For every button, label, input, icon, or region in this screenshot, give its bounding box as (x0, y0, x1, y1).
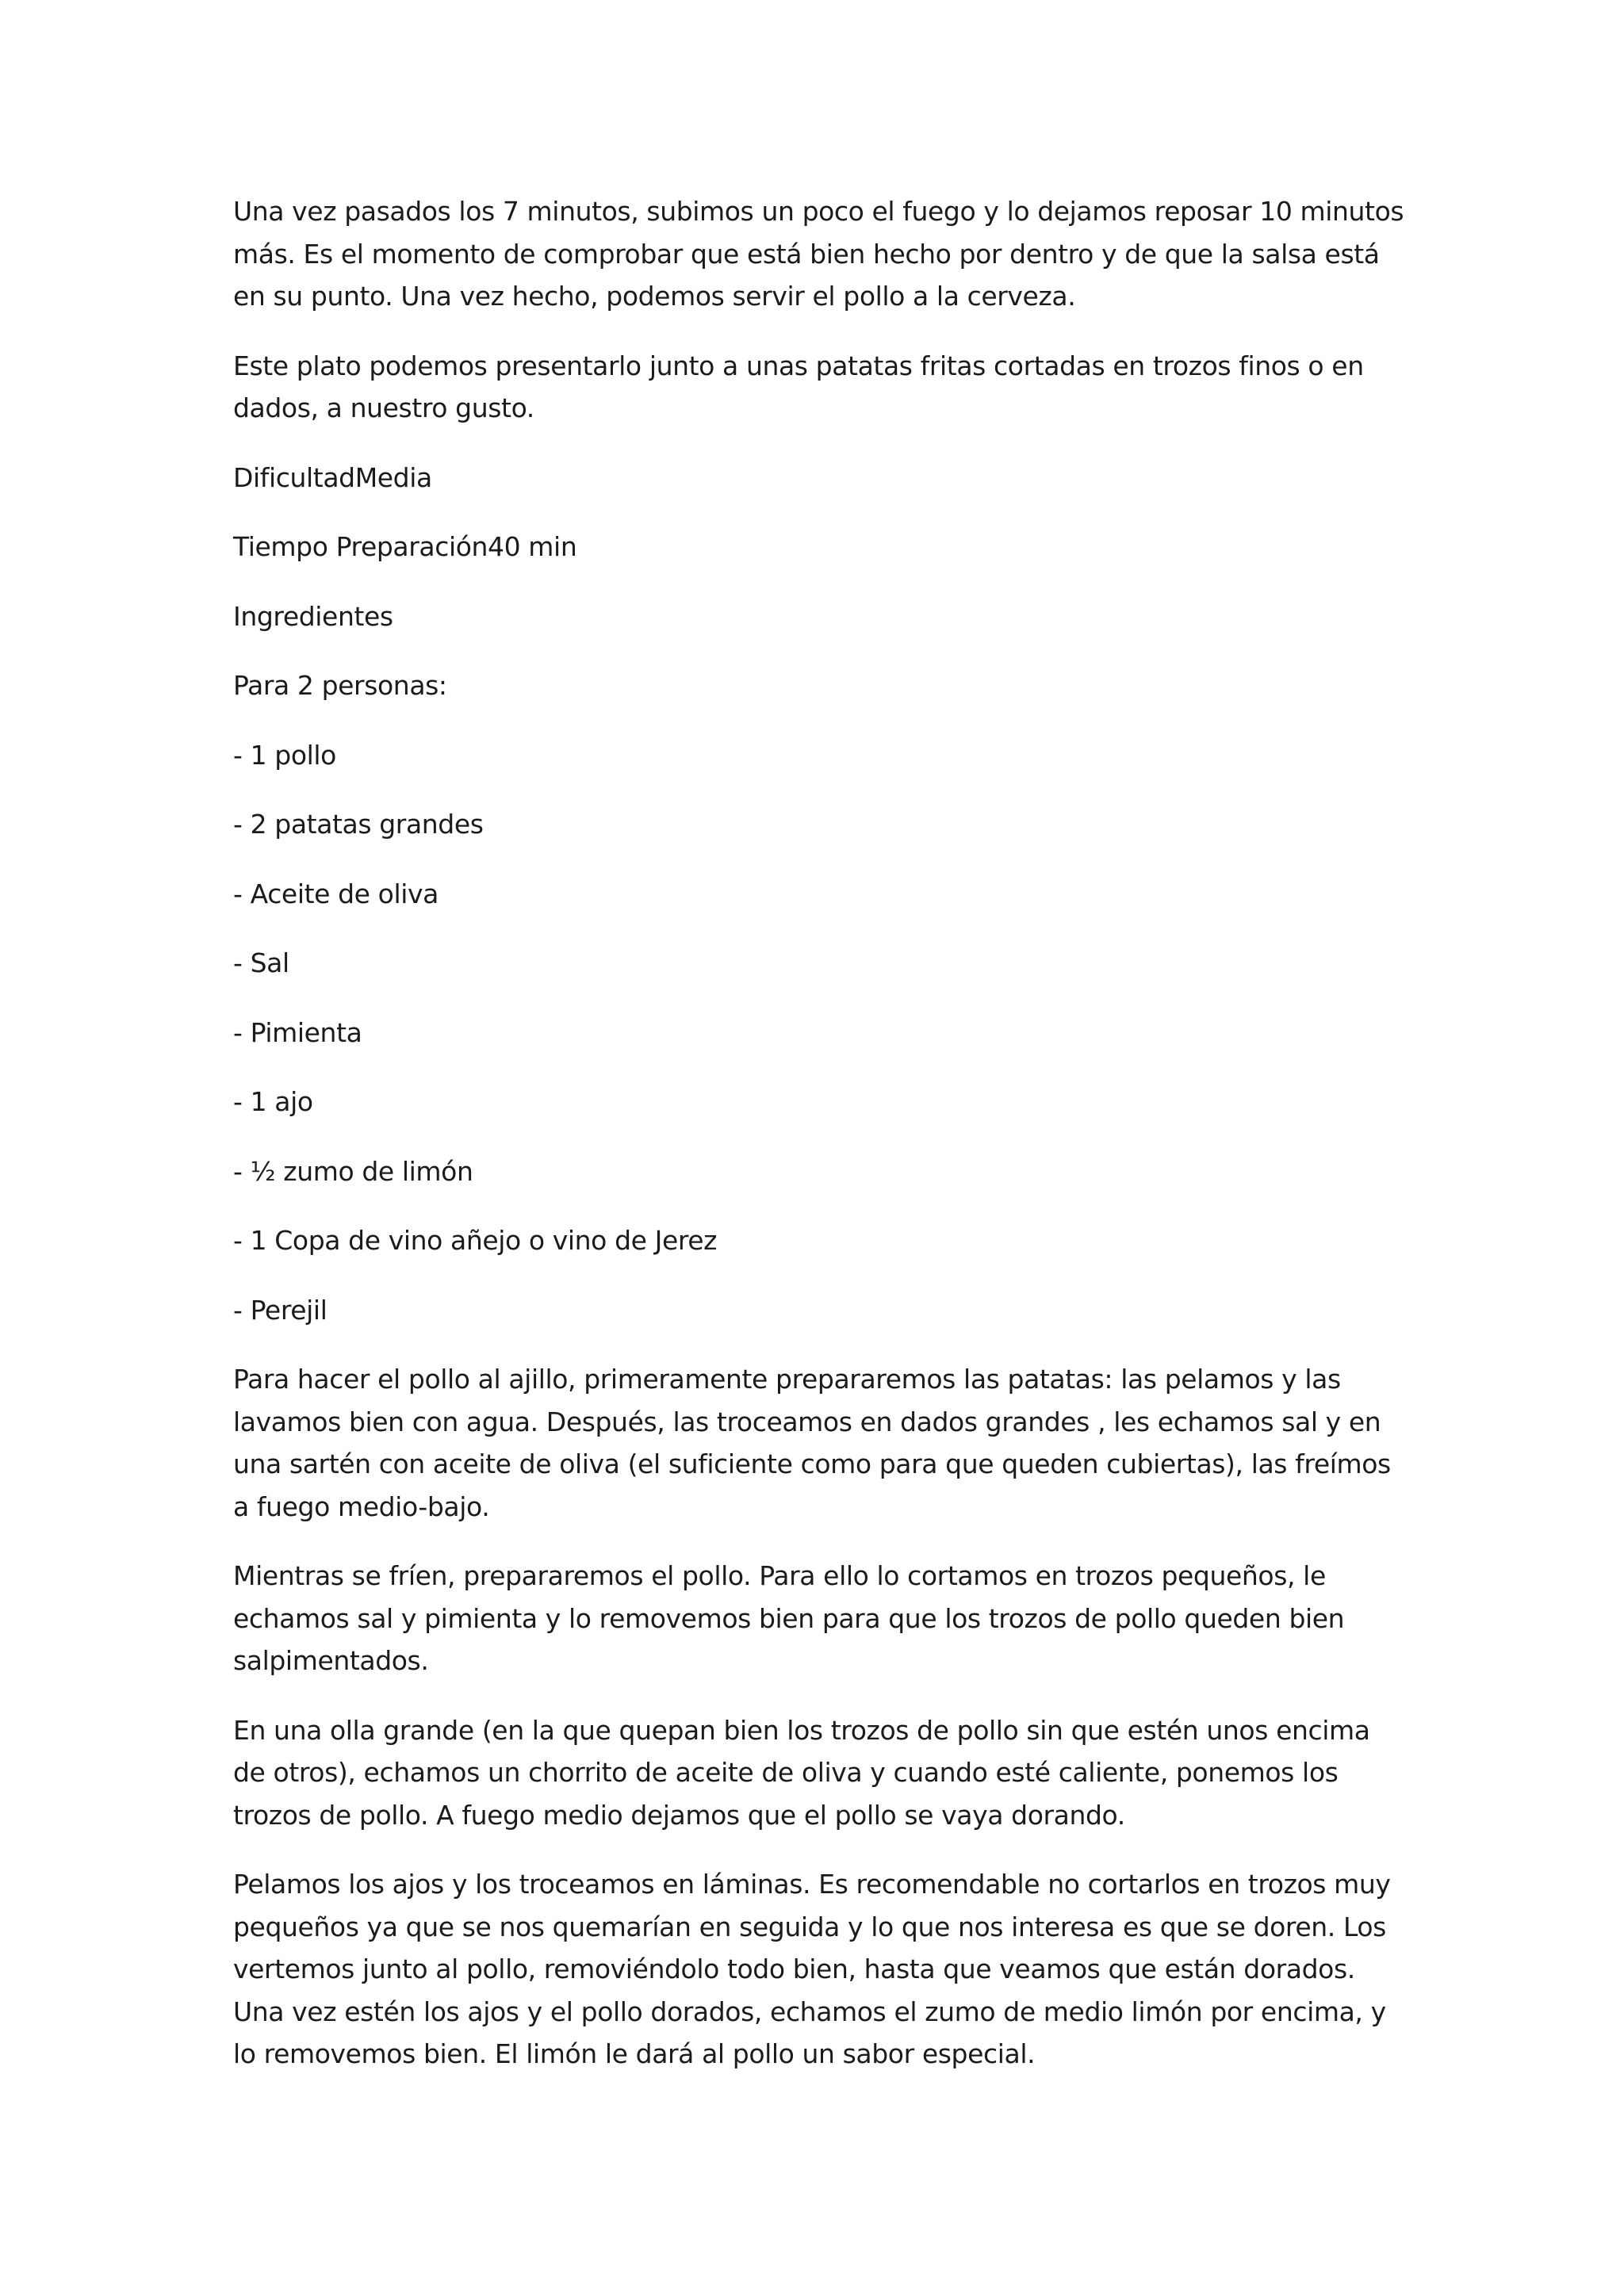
paragraph-pot: En una olla grande (en la que quepan bien los trozos de pollo sin que estén unos encima de otros), echamos un chorrito de aceite de oliva y cuando esté caliente, ponemos los trozos de pollo. A fuego medio dejamos que el pollo se vaya dorando. (233, 1714, 1370, 1831)
difficulty-line: DificultadMedia (233, 461, 432, 493)
paragraph-potatoes: Para hacer el pollo al ajillo, primeramente prepararemos las patatas: las pelamos y las lavamos bien con agua. Después, las troceamos en dados grandes , les echamos sal y en una sartén con aceite de oliva (el suficiente como para que queden cubiertas), las freímos a fuego medio-bajo. (233, 1364, 1391, 1522)
ingredient-item: - Pimienta (233, 1016, 362, 1048)
ingredient-item: - 2 patatas grandes (233, 809, 484, 840)
servings-line: Para 2 personas: (233, 670, 447, 701)
ingredient-item: - ½ zumo de limón (233, 1155, 473, 1187)
ingredient-item: - 1 ajo (233, 1086, 313, 1117)
ingredients-heading: Ingredientes (233, 600, 393, 632)
ingredient-item: - Aceite de oliva (233, 878, 439, 909)
paragraph-chicken-prep: Mientras se fríen, prepararemos el pollo. Para ello lo cortamos en trozos pequeños, le echamos sal y pimienta y lo removemos bien para que los trozos de pollo queden bien salpimentados. (233, 1560, 1345, 1676)
prep-time-line: Tiempo Preparación40 min (233, 531, 577, 562)
ingredient-item: - 1 Copa de vino añejo o vino de Jerez (233, 1225, 718, 1256)
paragraph-serving: Una vez pasados los 7 minutos, subimos un poco el fuego y lo dejamos reposar 10 minutos más. Es el momento de comprobar que está bien hecho por dentro y de que la salsa está en su punto. Una vez hecho, podemos servir el pollo a la cerveza. (233, 196, 1404, 312)
document-body (233, 190, 1407, 2103)
paragraph-presentation: Este plato podemos presentarlo junto a unas patatas fritas cortadas en trozos finos o en dados, a nuestro gusto. (233, 350, 1364, 423)
ingredient-item: - 1 pollo (233, 739, 336, 771)
ingredient-item: - Perejil (233, 1294, 327, 1326)
ingredient-item: - Sal (233, 947, 289, 978)
paragraph-garlic: Pelamos los ajos y los troceamos en láminas. Es recomendable no cortarlos en trozos muy pequeños ya que se nos quemarían en seguida y lo que nos interesa es que se doren. Los vertemos junto al pollo, removiéndolo todo bien, hasta que veamos que están dorados. Una vez estén los ajos y el pollo dorados, echamos el zumo de medio limón por encima, y lo removemos bien. El limón le dará al pollo un sabor especial. (233, 1869, 1391, 2069)
